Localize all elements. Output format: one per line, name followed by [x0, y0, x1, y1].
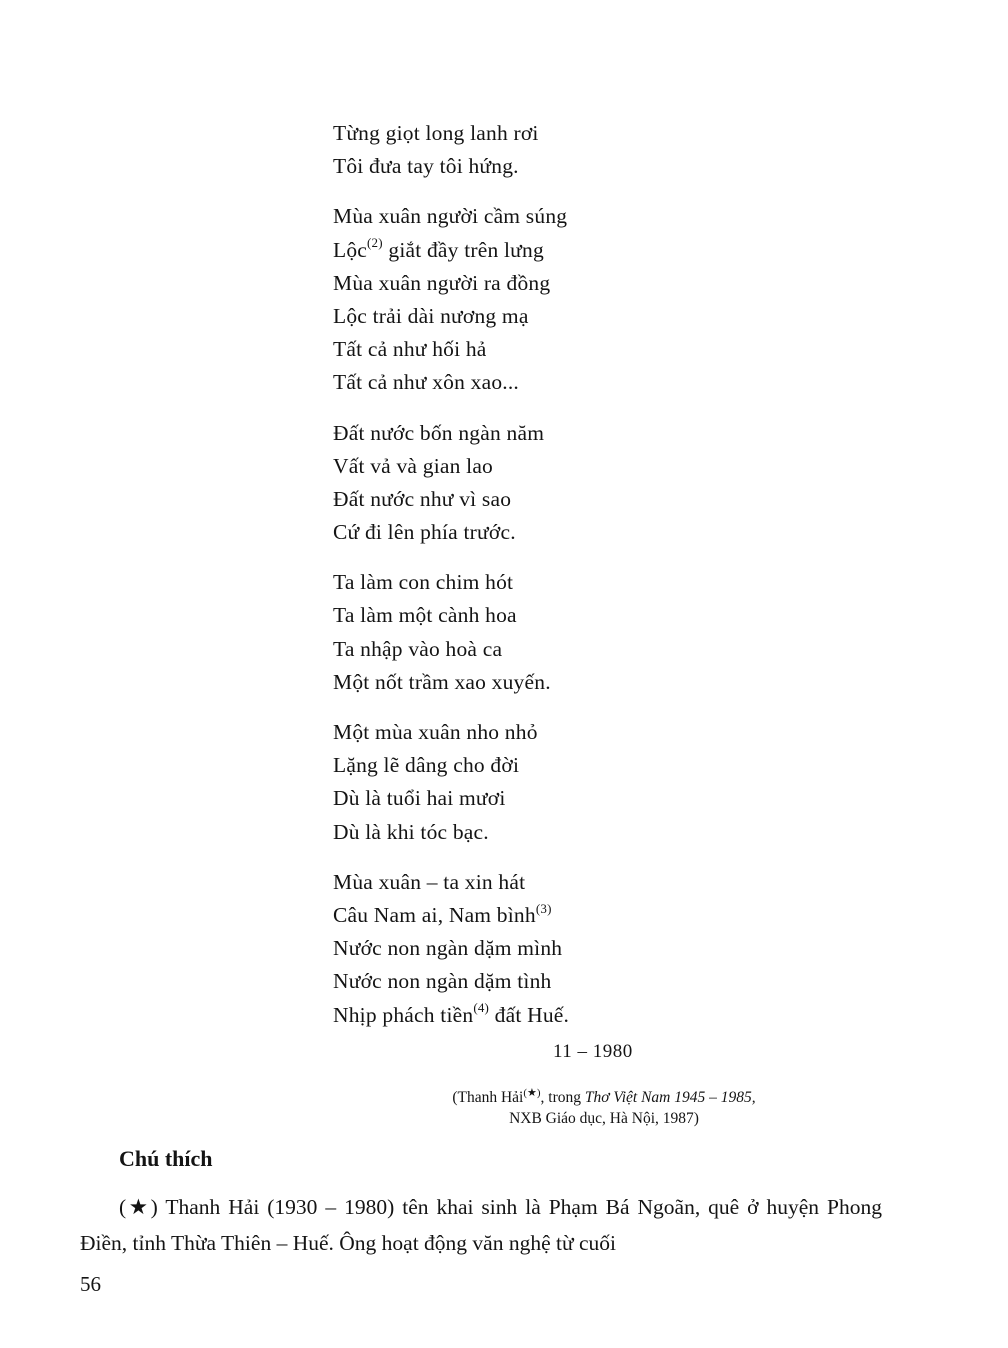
poem-line-text: Cứ đi lên phía trước. [333, 520, 516, 545]
poem-line [333, 633, 793, 666]
footnote-mark: (2) [367, 235, 383, 251]
poem-stanza [333, 716, 793, 849]
poem-line [333, 200, 793, 233]
poem-line [333, 117, 793, 150]
poem-line-text-after: đất Huế. [489, 1002, 570, 1027]
poem-line-text: Nước non ngàn dặm mình [333, 936, 563, 961]
poem-line-text: Nhịp phách tiền [333, 1002, 474, 1027]
poem-line [333, 932, 793, 965]
poem-line [333, 899, 793, 932]
poem-line-text: Một nốt trầm xao xuyến. [333, 669, 551, 694]
source-book-title: Thơ Việt Nam 1945 – 1985, [584, 1089, 756, 1107]
poem-source-line-2: NXB Giáo dục, Hà Nội, 1987) [509, 1110, 699, 1127]
poem-line [333, 566, 793, 599]
footnote-mark: (3) [535, 900, 552, 916]
poem-line [333, 866, 793, 899]
notes-heading: Chú thích [119, 1146, 213, 1171]
poem-date: 11 – 1980 [553, 1041, 633, 1062]
poem-line [333, 516, 793, 549]
poem-line-text: Mùa xuân người cầm súng [333, 204, 568, 229]
poem-line-text: Tất cả như xôn xao... [333, 370, 520, 395]
poem-line-text: Ta nhập vào hoà ca [333, 636, 503, 661]
poem-line-text: Lộc [333, 237, 368, 262]
poem-line-text: Từng giọt long lanh rơi [333, 121, 539, 145]
poem-line [333, 999, 793, 1032]
poem-line [333, 267, 793, 300]
footnote-mark: (4) [473, 1000, 490, 1016]
poem-line [333, 749, 793, 782]
poem-line [333, 333, 793, 366]
poem-stanza [333, 200, 793, 399]
poem-stanza [333, 117, 793, 183]
source-author: (Thanh Hải [452, 1089, 524, 1107]
poem-line [333, 366, 793, 399]
poem-line-text: Đất nước bốn ngàn năm [333, 420, 545, 445]
poem-line [333, 716, 793, 749]
poem-line-text: Ta làm một cành hoa [333, 603, 517, 628]
poem-line [333, 666, 793, 699]
poem-line-text: Tất cả như hối hả [333, 337, 487, 362]
page-number: 56 [80, 1272, 101, 1296]
source-connector: , trong [540, 1089, 585, 1107]
poem-line-text: Ta làm con chim hót [333, 570, 514, 595]
poem-line-text: Nước non ngàn dặm tình [333, 969, 552, 994]
poem-line [333, 234, 793, 267]
note-paragraph: (★) Thanh Hải (1930 – 1980) tên khai sinh là Phạm Bá Ngoãn, quê ở huyện Phong Điền, tỉnh Thừa Thiên – Huế. Ông hoạt động văn nghệ từ cuối [80, 1195, 882, 1255]
poem-line-text: Dù là tuổi hai mươi [333, 786, 506, 811]
poem-line-text: Mùa xuân – ta xin hát [333, 869, 526, 894]
poem-body [333, 117, 793, 1049]
poem-stanza [333, 417, 793, 550]
poem-line-text: Mùa xuân người ra đồng [333, 270, 551, 295]
poem-line-text: Câu Nam ai, Nam bình [333, 902, 536, 927]
poem-line [333, 483, 793, 516]
poem-line-text: Tôi đưa tay tôi hứng. [333, 154, 519, 179]
poem-line-text: Đất nước như vì sao [333, 486, 512, 511]
poem-line [333, 450, 793, 483]
poem-line [333, 816, 793, 849]
poem-line [333, 782, 793, 815]
poem-line [333, 150, 793, 183]
poem-line-text: Vất vả và gian lao [333, 453, 494, 478]
poem-line [333, 965, 793, 998]
poem-stanza [333, 866, 793, 1032]
poem-stanza [333, 566, 793, 699]
poem-line-text: Dù là khi tóc bạc. [333, 819, 489, 844]
poem-line-text: Lặng lẽ dâng cho đời [333, 753, 520, 778]
source-author-footnote-mark: (★) [523, 1087, 541, 1099]
poem-line-text: Một mùa xuân nho nhỏ [333, 720, 538, 744]
poem-line [333, 300, 793, 333]
poem-line [333, 417, 793, 450]
poem-line [333, 599, 793, 632]
poem-line-text: Lộc trải dài nương mạ [333, 303, 529, 328]
poem-line-text-after: giắt đầy trên lưng [382, 237, 544, 262]
